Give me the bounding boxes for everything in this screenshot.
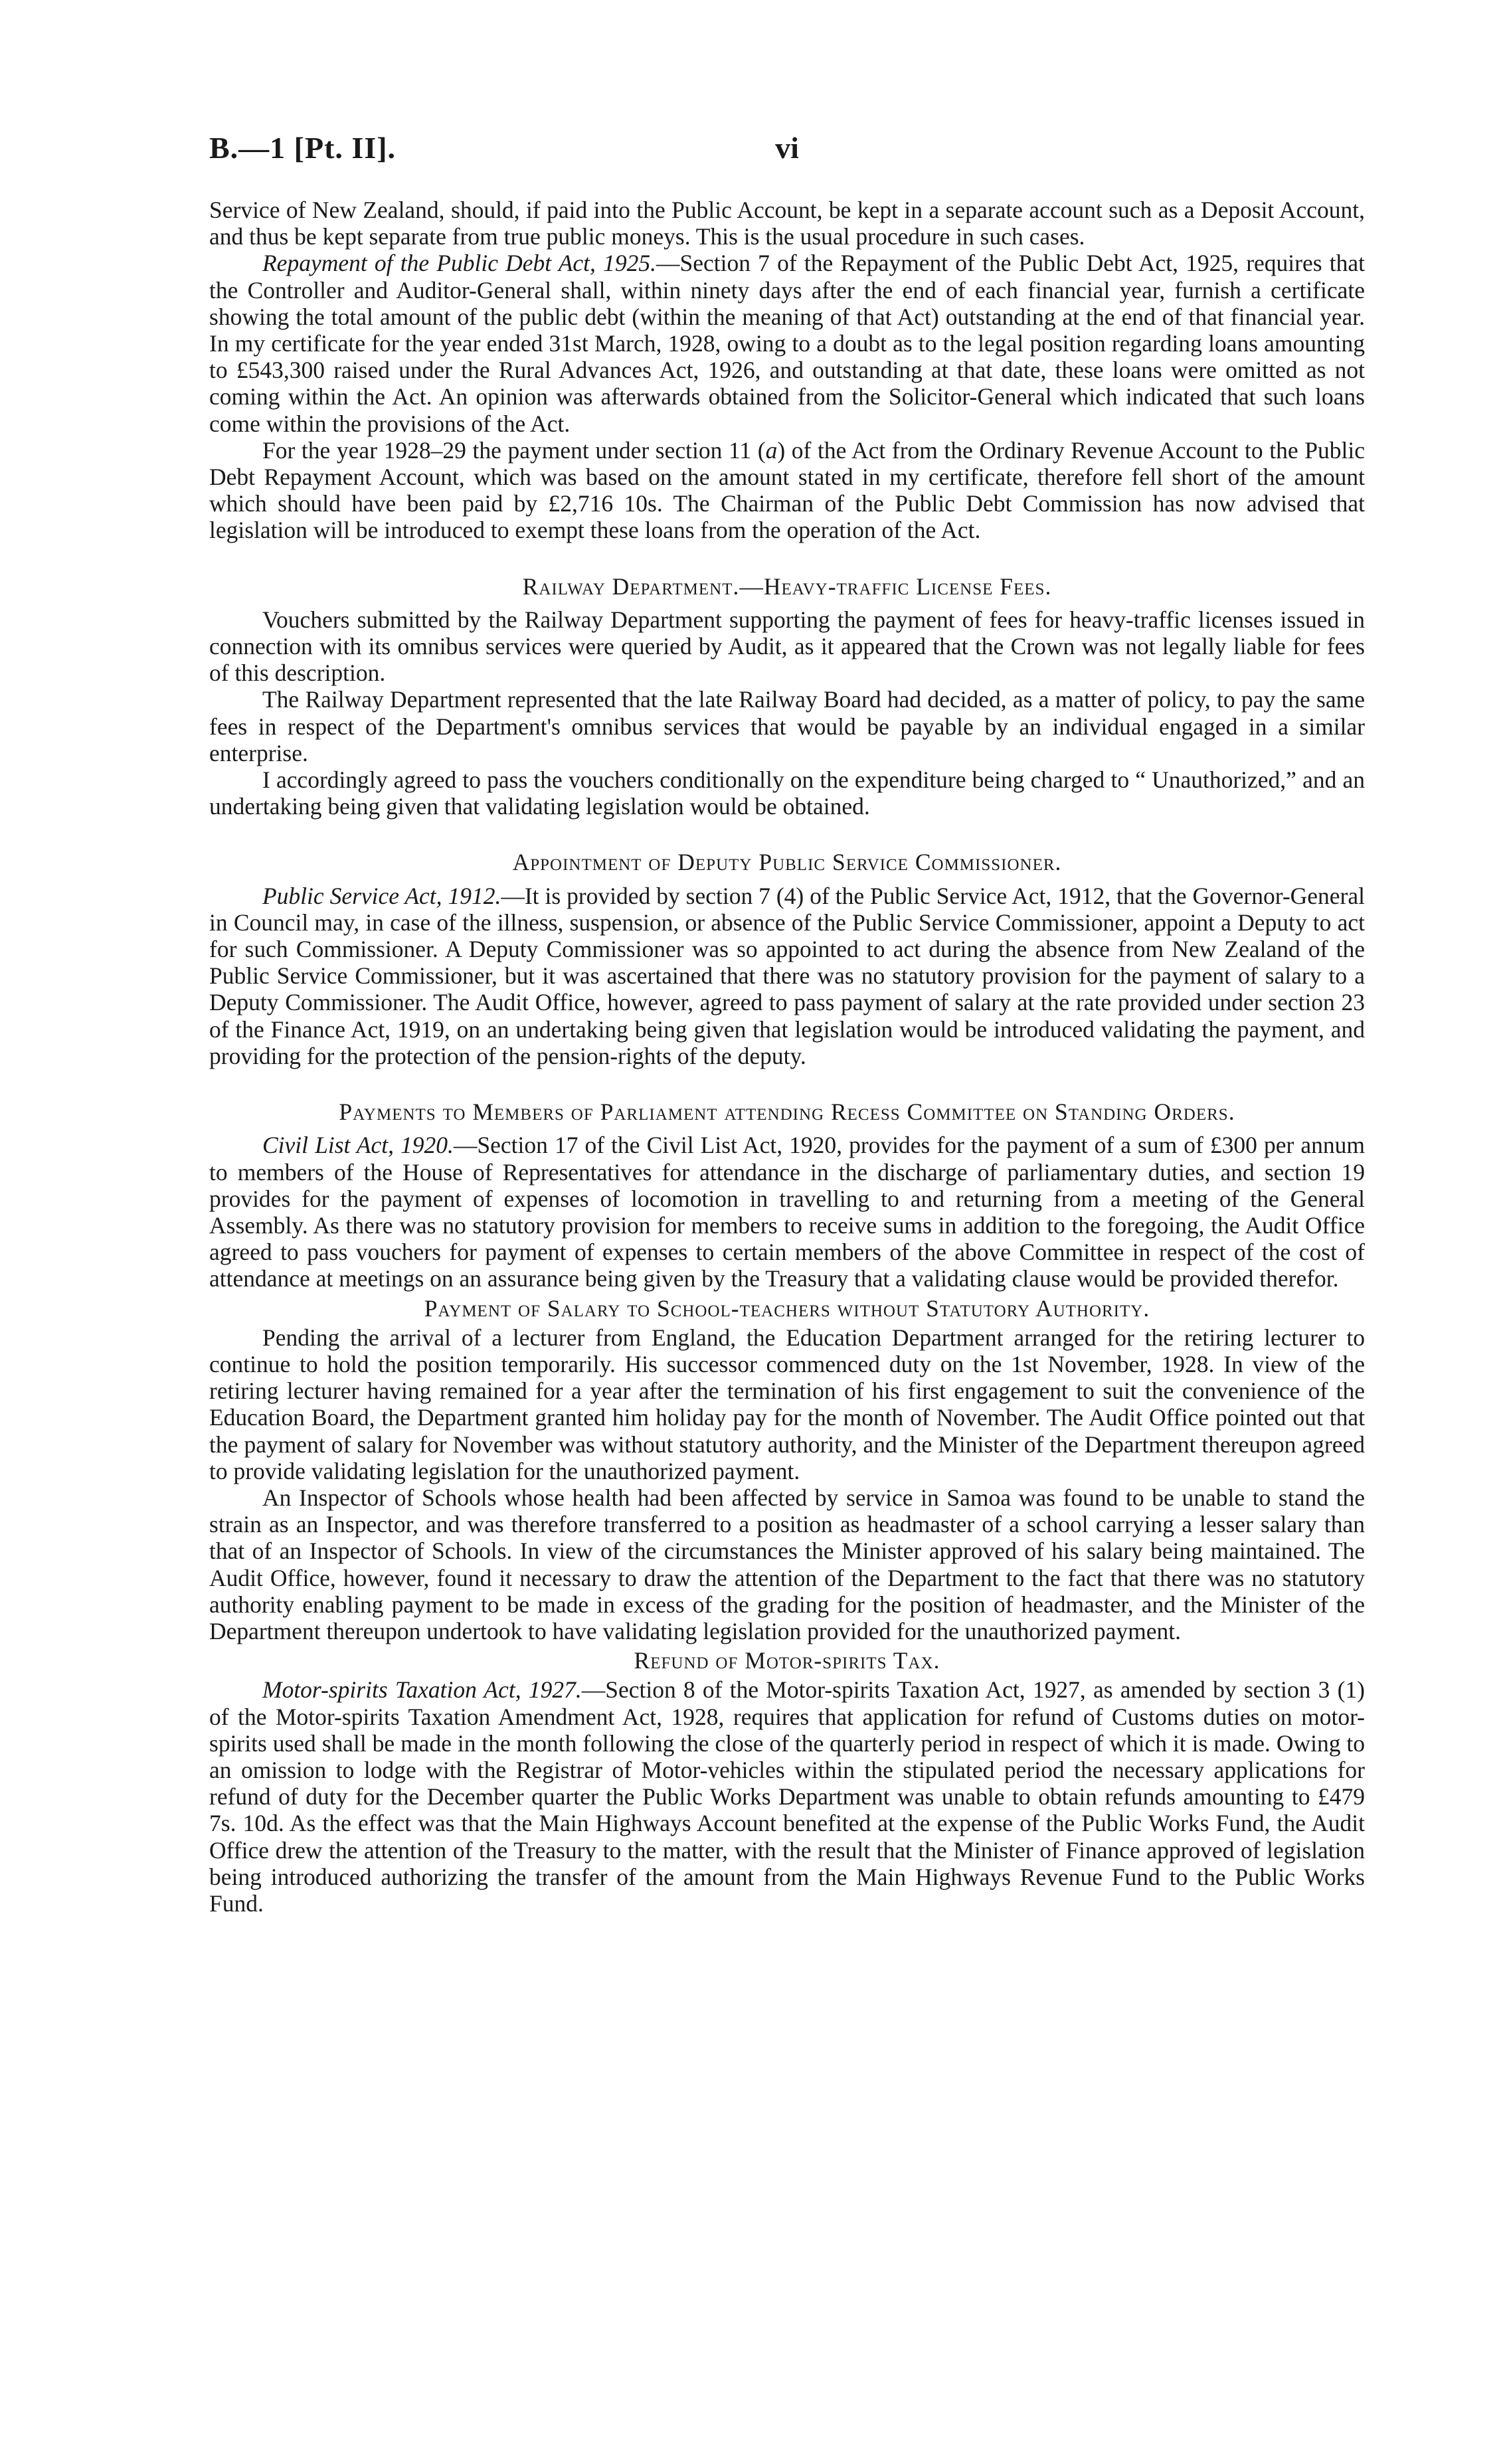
section-heading-parliament-payments: Payments to Members of Parliament attending Recess Committee on Standing Orders. (339, 1099, 1235, 1126)
report-body (209, 197, 1365, 1917)
paragraph-railway-agreement: I accordingly agreed to pass the vouchers conditionally on the expenditure being charged to “ Unauthorized,” and an undertaking being given that validating legislation would be obtained. (209, 766, 1365, 820)
paragraph-railway-policy: The Railway Department represented that the late Railway Board had decided, as a matter of policy, to pay the same fees in respect of the Department's omnibus services that would be payable by an individual engaged in a similar enterprise. (209, 686, 1365, 766)
section-heading-motor-spirits: Refund of Motor-spirits Tax. (634, 1647, 940, 1674)
paragraph-public-debt-act: Repayment of the Public Debt Act, 1925.—Section 7 of the Repayment of the Public Debt Act, 1925, requires that the Controller and Auditor-General shall, within ninety days after the end of each financial year, furnish a certificate showing the total amount of the public debt (within the meaning of that Act) outstanding at the end of that financial year. In my certificate for the year ended 31st March, 1928, owing to a doubt as to the legal position regarding loans amounting to £543,300 raised under the Rural Advances Act, 1926, and outstanding at that date, these loans were omitted as not coming within the Act. An opinion was afterwards obtained from the Solicitor-General which indicated that such loans come within the provisions of the Act. (209, 250, 1365, 437)
page-number: vi (775, 131, 799, 165)
act-title: Public Service Act, 1912. (262, 882, 501, 909)
paragraph-public-service-act: Public Service Act, 1912.—It is provided by section 7 (4) of the Public Service Act, 1912, that the Governor-General in Council may, in case of the illness, suspension, or absence of the Public Service Commissioner, appoint a Deputy to act for such Commissioner. A Deputy Commissioner was so appointed to act during the absence from New Zealand of the Public Service Commissioner, but it was ascertained that there was no statutory provision for the payment of salary to a Deputy Commissioner. The Audit Office, however, agreed to pass payment of salary at the rate provided under section 23 of the Finance Act, 1919, on an undertaking being given that legislation would be introduced validating the payment, and providing for the protection of the pension-rights of the deputy. (209, 882, 1365, 1069)
act-title: Civil List Act, 1920. (262, 1132, 454, 1159)
section-heading-school-teachers: Payment of Salary to School-teachers without Statutory Authority. (424, 1294, 1150, 1322)
paragraph-inspector-salary: An Inspector of Schools whose health had been affected by service in Samoa was found to be unable to stand the strain as an Inspector, and was therefore transferred to a position as headmaster of a school carrying a lesser salary than that of an Inspector of Schools. In view of the circumstances the Minister approved of his salary being maintained. The Audit Office, however, found it necessary to draw the attention of the Department to the fact that there was no statutory authority enabling payment to be made in excess of the grading for the position of headmaster, and the Minister of the Department thereupon undertook to have validating legislation provided for the unauthorized payment. (209, 1484, 1365, 1644)
document-code: B.—1 [Pt. II]. (209, 131, 397, 165)
page-header (209, 130, 1365, 177)
section-heading-railway: Railway Department.—Heavy-traffic License Fees. (522, 572, 1052, 600)
paragraph-lecturer-salary: Pending the arrival of a lecturer from England, the Education Department arranged for the retiring lecturer to continue to hold the position temporarily. His successor commenced duty on the 1st November, 1928. In view of the retiring lecturer having remained for a year after the termination of his first engagement to suit the convenience of the Education Board, the Department granted him holiday pay for the month of November. The Audit Office pointed out that the payment of salary for November was without statutory authority, and the Minister of the Department thereupon agreed to provide validating legislation for the unauthorized payment. (209, 1324, 1365, 1484)
paragraph-repayment-shortfall: For the year 1928–29 the payment under section 11 (a) of the Act from the Ordinary Revenue Account to the Public Debt Repayment Account, which was based on the amount stated in my certificate, therefore fell short of the amount which should have been paid by £2,716 10s. The Chairman of the Public Debt Commission has now advised that legislation will be introduced to exempt these loans from the operation of the Act. (209, 436, 1365, 544)
paragraph-railway-vouchers: Vouchers submitted by the Railway Department supporting the payment of fees for heavy-traffic licenses issued in connection with its omnibus services were queried by Audit, as it appeared that the Crown was not legally liable for fees of this description. (209, 606, 1365, 687)
paragraph-continuation: Service of New Zealand, should, if paid into the Public Account, be kept in a separate account such as a Deposit Account, and thus be kept separate from true public moneys. This is the usual procedure in such cases. (209, 197, 1365, 250)
section-heading-deputy-commissioner: Appointment of Deputy Public Service Commissioner. (512, 849, 1062, 876)
act-title: Repayment of the Public Debt Act, 1925. (262, 250, 656, 277)
paragraph-motor-spirits-act: Motor-spirits Taxation Act, 1927.—Section 8 of the Motor-spirits Taxation Act, 1927, as amended by section 3 (1) of the Motor-spirits Taxation Amendment Act, 1928, requires that application for refund of Customs duties on motor-spirits used shall be made in the month following the close of the quarterly period in respect of which it is made. Owing to an omission to lodge with the Registrar of Motor-vehicles within the stipulated period the necessary applications for refund of duty for the December quarter the Public Works Department was unable to obtain refunds amounting to £479 7s. 10d. As the effect was that the Main Highways Account benefited at the expense of the Public Works Fund, the Audit Office drew the attention of the Treasury to the matter, with the result that the Minister of Finance approved of legislation being introduced authorizing the transfer of the amount from the Main Highways Revenue Fund to the Public Works Fund. (209, 1676, 1365, 1917)
paragraph-civil-list-act: Civil List Act, 1920.—Section 17 of the Civil List Act, 1920, provides for the payment of a sum of £300 per annum to members of the House of Representatives for attendance in the discharge of parliamentary duties, and section 19 provides for the payment of expenses of locomotion in travelling to and returning from a meeting of the General Assembly. As there was no statutory provision for members to receive sums in addition to the foregoing, the Audit Office agreed to pass vouchers for payment of expenses to certain members of the above Committee in respect of the cost of attendance at meetings on an assurance being given by the Treasury that a validating clause would be provided therefor. (209, 1132, 1365, 1292)
act-title: Motor-spirits Taxation Act, 1927. (262, 1676, 582, 1704)
